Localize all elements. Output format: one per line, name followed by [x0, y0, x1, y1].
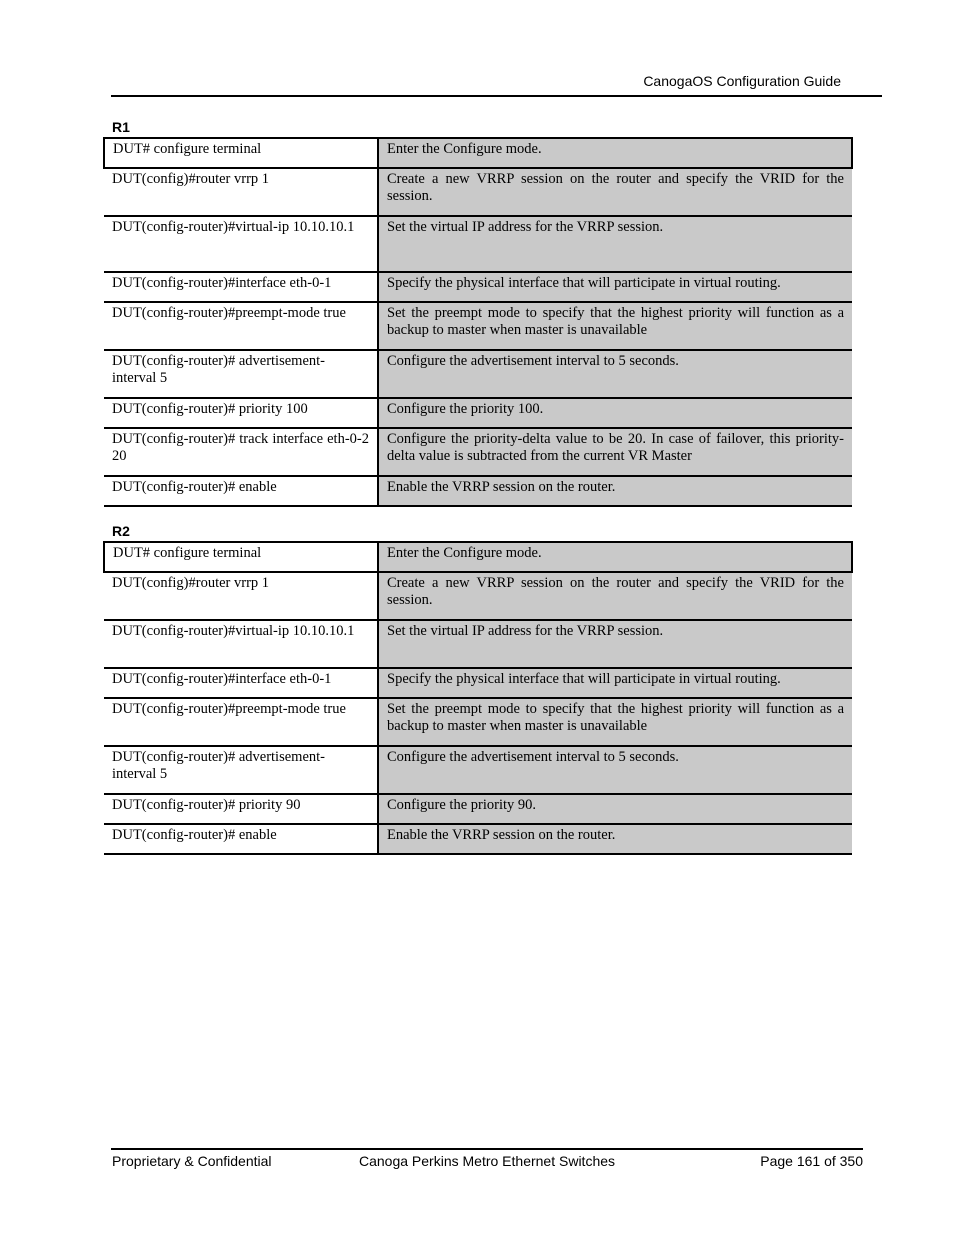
command-cell: DUT(config-router)# track interface eth-0-2 20	[104, 428, 378, 476]
table-row	[104, 428, 852, 476]
table-row	[104, 302, 852, 350]
table-row	[104, 168, 852, 216]
command-table-r2	[103, 541, 853, 855]
table-row	[104, 794, 852, 824]
description-cell: Set the virtual IP address for the VRRP session.	[378, 216, 852, 272]
table-row	[104, 398, 852, 428]
description-cell: Configure the priority 100.	[378, 398, 852, 428]
description-cell: Configure the priority 90.	[378, 794, 852, 824]
command-cell: DUT(config-router)#interface eth-0-1	[104, 272, 378, 302]
description-cell: Set the preempt mode to specify that the highest priority will function as a backup to master when master is unavailable	[378, 698, 852, 746]
section-label-r1: R1	[112, 119, 130, 135]
table-row	[104, 350, 852, 398]
command-cell: DUT# configure terminal	[104, 542, 378, 572]
footer-right: Page 161 of 350	[760, 1153, 863, 1169]
header-rule	[111, 95, 882, 97]
table-row	[104, 138, 852, 168]
description-cell: Enter the Configure mode.	[378, 542, 852, 572]
command-cell: DUT(config-router)#preempt-mode true	[104, 698, 378, 746]
description-cell: Specify the physical interface that will participate in virtual routing.	[378, 272, 852, 302]
description-cell: Specify the physical interface that will participate in virtual routing.	[378, 668, 852, 698]
table-row	[104, 824, 852, 854]
header-title: CanogaOS Configuration Guide	[643, 73, 841, 89]
table-row	[104, 572, 852, 620]
command-cell: DUT(config-router)#interface eth-0-1	[104, 668, 378, 698]
table-row	[104, 668, 852, 698]
command-cell: DUT(config)#router vrrp 1	[104, 168, 378, 216]
description-cell: Configure the advertisement interval to 5 seconds.	[378, 746, 852, 794]
footer-left: Proprietary & Confidential	[112, 1153, 272, 1169]
table-row	[104, 216, 852, 272]
footer-rule	[111, 1148, 863, 1150]
description-cell: Create a new VRRP session on the router and specify the VRID for the session.	[378, 572, 852, 620]
table-row	[104, 620, 852, 668]
section-label-r2: R2	[112, 523, 130, 539]
command-cell: DUT(config-router)# priority 100	[104, 398, 378, 428]
description-cell: Set the preempt mode to specify that the highest priority will function as a backup to master when master is unavailable	[378, 302, 852, 350]
description-cell: Enable the VRRP session on the router.	[378, 476, 852, 506]
command-cell: DUT(config-router)# enable	[104, 476, 378, 506]
description-cell: Create a new VRRP session on the router and specify the VRID for the session.	[378, 168, 852, 216]
description-cell: Configure the advertisement interval to 5 seconds.	[378, 350, 852, 398]
command-table-r1	[103, 137, 853, 507]
table-row	[104, 476, 852, 506]
description-cell: Set the virtual IP address for the VRRP session.	[378, 620, 852, 668]
description-cell: Configure the priority-delta value to be 20. In case of failover, this priority-delta value is subtracted from the current VR Master	[378, 428, 852, 476]
table-row	[104, 746, 852, 794]
description-cell: Enter the Configure mode.	[378, 138, 852, 168]
command-cell: DUT(config-router)#virtual-ip 10.10.10.1	[104, 216, 378, 272]
table-row	[104, 698, 852, 746]
command-cell: DUT(config-router)# priority 90	[104, 794, 378, 824]
table-row	[104, 542, 852, 572]
command-cell: DUT(config)#router vrrp 1	[104, 572, 378, 620]
command-cell: DUT(config-router)#preempt-mode true	[104, 302, 378, 350]
command-cell: DUT(config-router)#virtual-ip 10.10.10.1	[104, 620, 378, 668]
command-cell: DUT(config-router)# advertisement-interval 5	[104, 746, 378, 794]
command-cell: DUT(config-router)# enable	[104, 824, 378, 854]
table-row	[104, 272, 852, 302]
footer-center: Canoga Perkins Metro Ethernet Switches	[359, 1153, 616, 1169]
description-cell: Enable the VRRP session on the router.	[378, 824, 852, 854]
command-cell: DUT# configure terminal	[104, 138, 378, 168]
command-cell: DUT(config-router)# advertisement-interval 5	[104, 350, 378, 398]
